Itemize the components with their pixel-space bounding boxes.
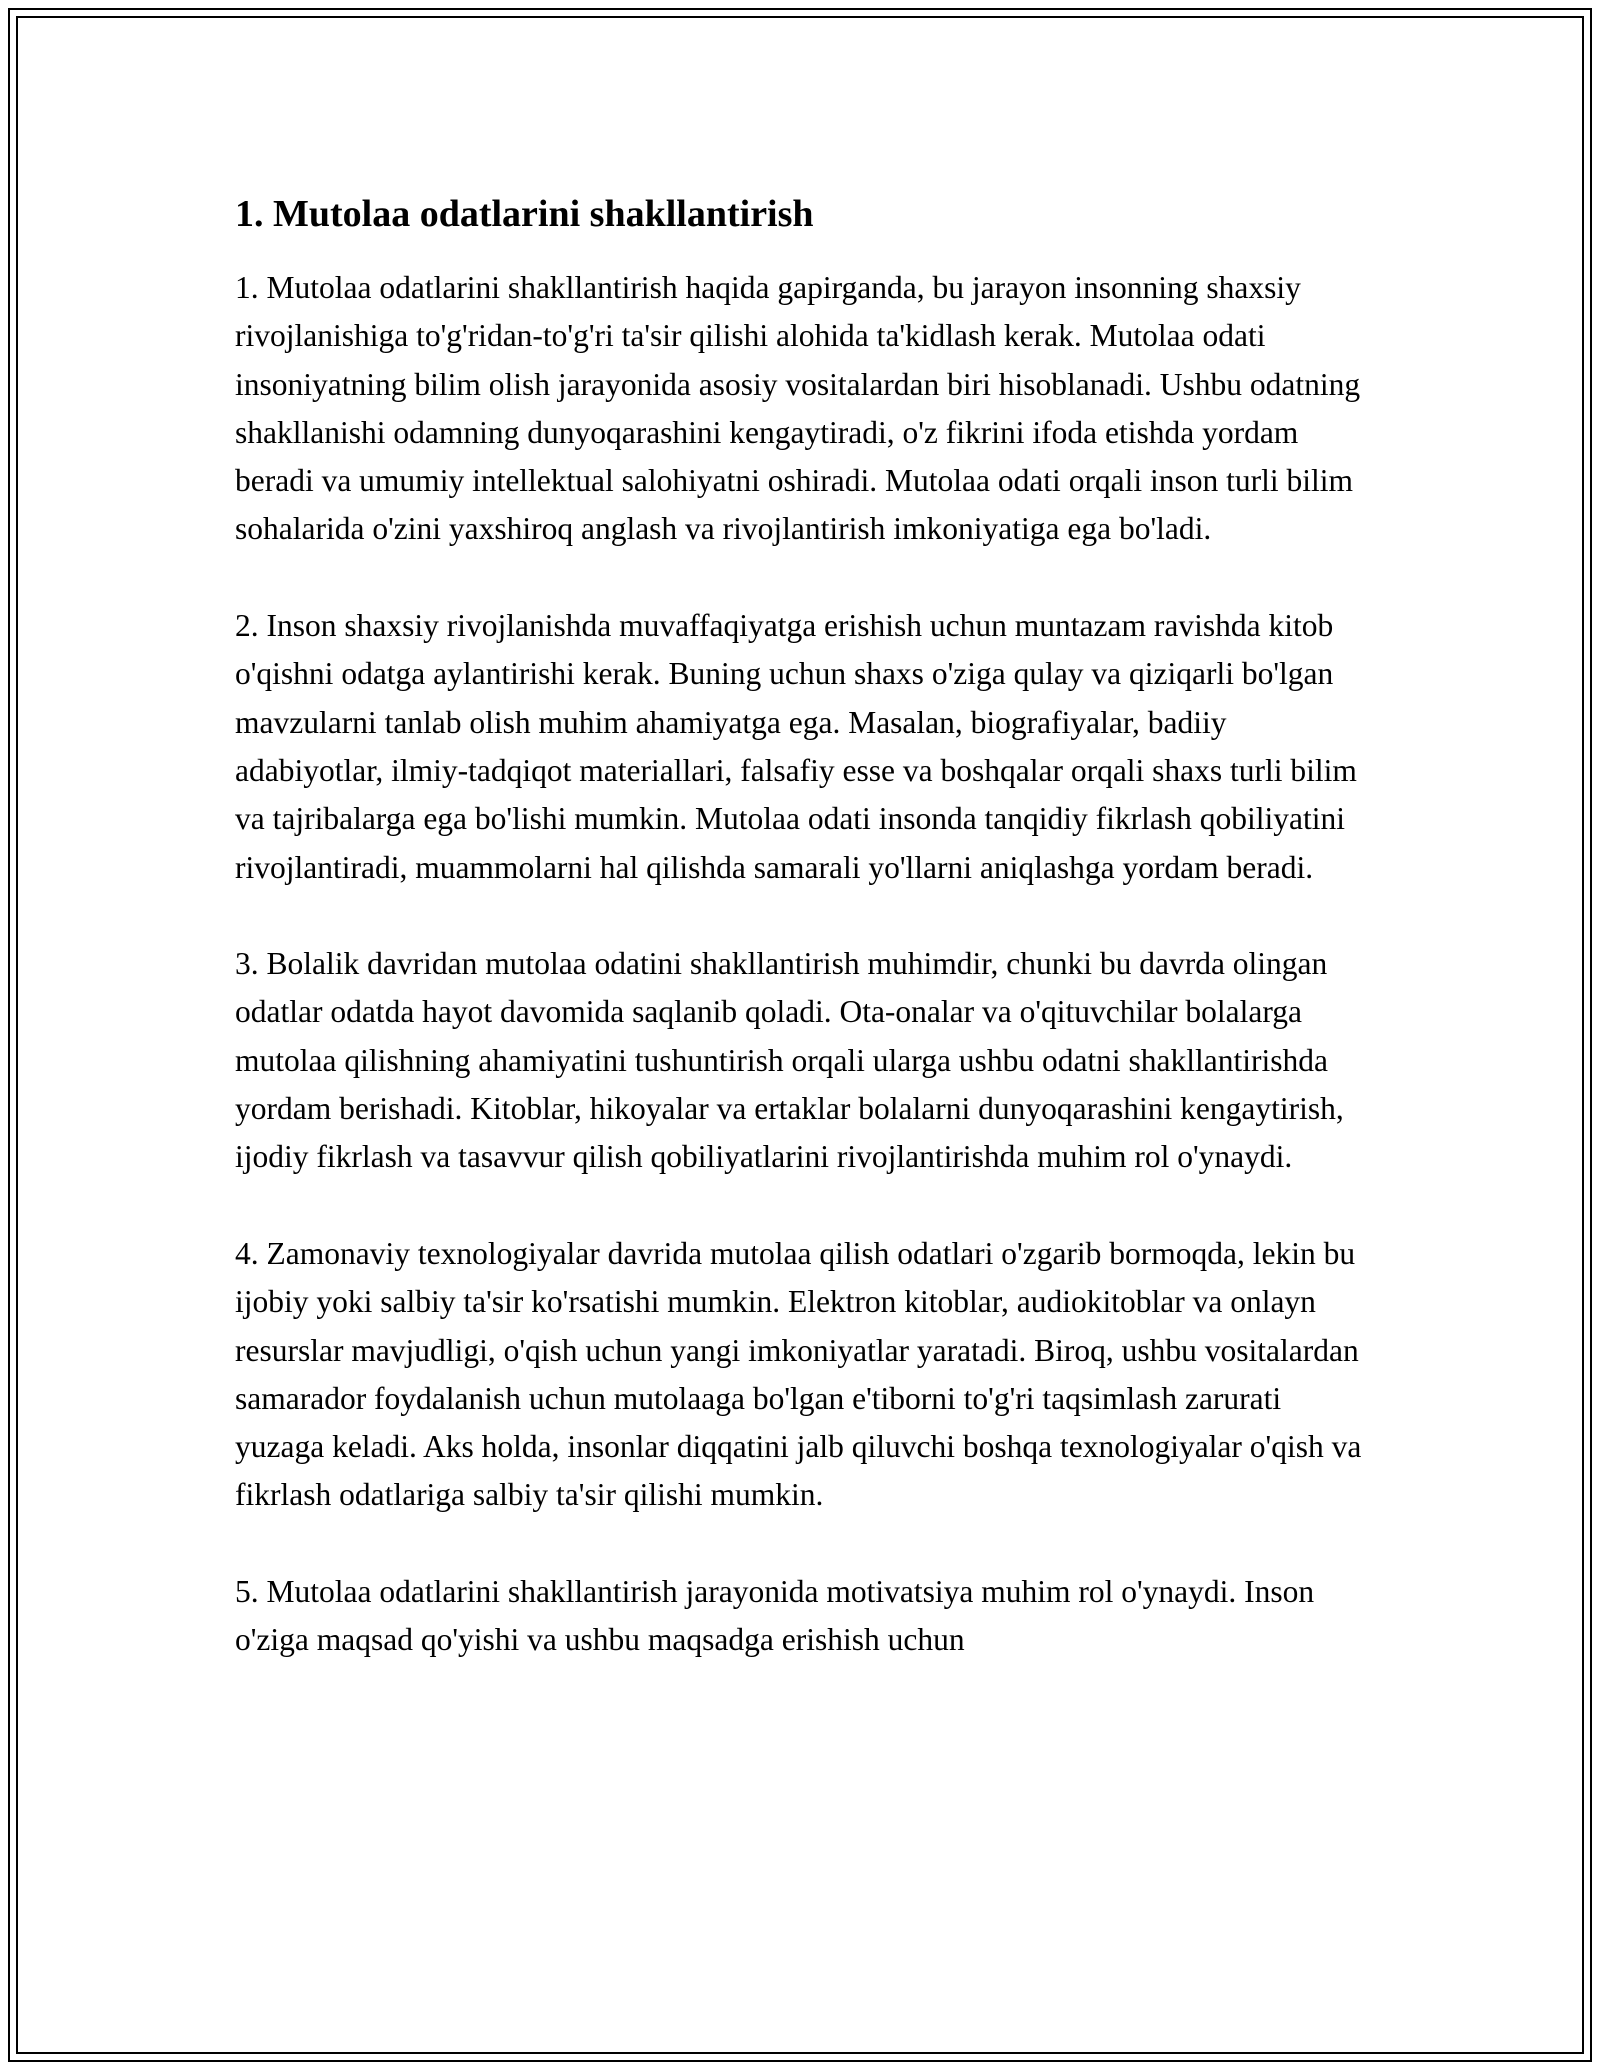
paragraph-5: 5. Mutolaa odatlarini shakllantirish jarayonida motivatsiya muhim rol o'ynaydi. Inson o'ziga maqsad qo'yishi va ushbu maqsadga erishish uchun [235, 1574, 1315, 1658]
paragraph-1: 1. Mutolaa odatlarini shakllantirish haqida gapirganda, bu jarayon insonning shaxsiy rivojlanishiga to'g'ridan-to'g'ri ta'sir qilishi alohida ta'kidlash kerak. Mutolaa odati insoniyatning bilim olish jarayonida asosiy vositalardan biri hisoblanadi. Ushbu odatning shakllanishi odamning dunyoqarashini kengaytiradi, o'z fikrini ifoda etishda yordam beradi va umumiy intellektual salohiyatni oshiradi. Mutolaa odati orqali inson turli bilim sohalarida o'zini yaxshiroq anglash va rivojlantirish imkoniyatiga ega bo'ladi. [235, 270, 1361, 547]
document-title: 1. Mutolaa odatlarini shakllantirish [235, 193, 814, 235]
paragraph-3: 3. Bolalik davridan mutolaa odatini shakllantirish muhimdir, chunki bu davrda olingan odatlar odatda hayot davomida saqlanib qoladi. Ota-onalar va o'qituvchilar bolalarga mutolaa qilishning ahamiyatini tushuntirish orqali ularga ushbu odatni shakllantirishda yordam berishadi. Kitoblar, hikoyalar va ertaklar bolalarni dunyoqarashini kengaytirish, ijodiy fikrlash va tasavvur qilish qobiliyatlarini rivojlantirishda muhim rol o'ynaydi. [235, 946, 1344, 1175]
paragraph-2: 2. Inson shaxsiy rivojlanishda muvaffaqiyatga erishish uchun muntazam ravishda kitob o'qishni odatga aylantirishi kerak. Buning uchun shaxs o'ziga qulay va qiziqarli bo'lgan mavzularni tanlab olish muhim ahamiyatga ega. Masalan, biografiyalar, badiiy adabiyotlar, ilmiy-tadqiqot materiallari, falsafiy esse va boshqalar orqali shaxs turli bilim va tajribalarga ega bo'lishi mumkin. Mutolaa odati insonda tanqidiy fikrlash qobiliyatini rivojlantiradi, muammolarni hal qilishda samarali yo'llarni aniqlashga yordam beradi. [235, 608, 1357, 885]
document-body [235, 186, 1365, 1713]
paragraph-4: 4. Zamonaviy texnologiyalar davrida mutolaa qilish odatlari o'zgarib bormoqda, lekin bu ijobiy yoki salbiy ta'sir ko'rsatishi mumkin. Elektron kitoblar, audiokitoblar va onlayn resurslar mavjudligi, o'qish uchun yangi imkoniyatlar yaratadi. Biroq, ushbu vositalardan samarador foydalanish uchun mutolaaga bo'lgan e'tiborni to'g'ri taqsimlash zarurati yuzaga keladi. Aks holda, insonlar diqqatini jalb qiluvchi boshqa texnologiyalar o'qish va fikrlash odatlariga salbiy ta'sir qilishi mumkin. [235, 1235, 1362, 1513]
